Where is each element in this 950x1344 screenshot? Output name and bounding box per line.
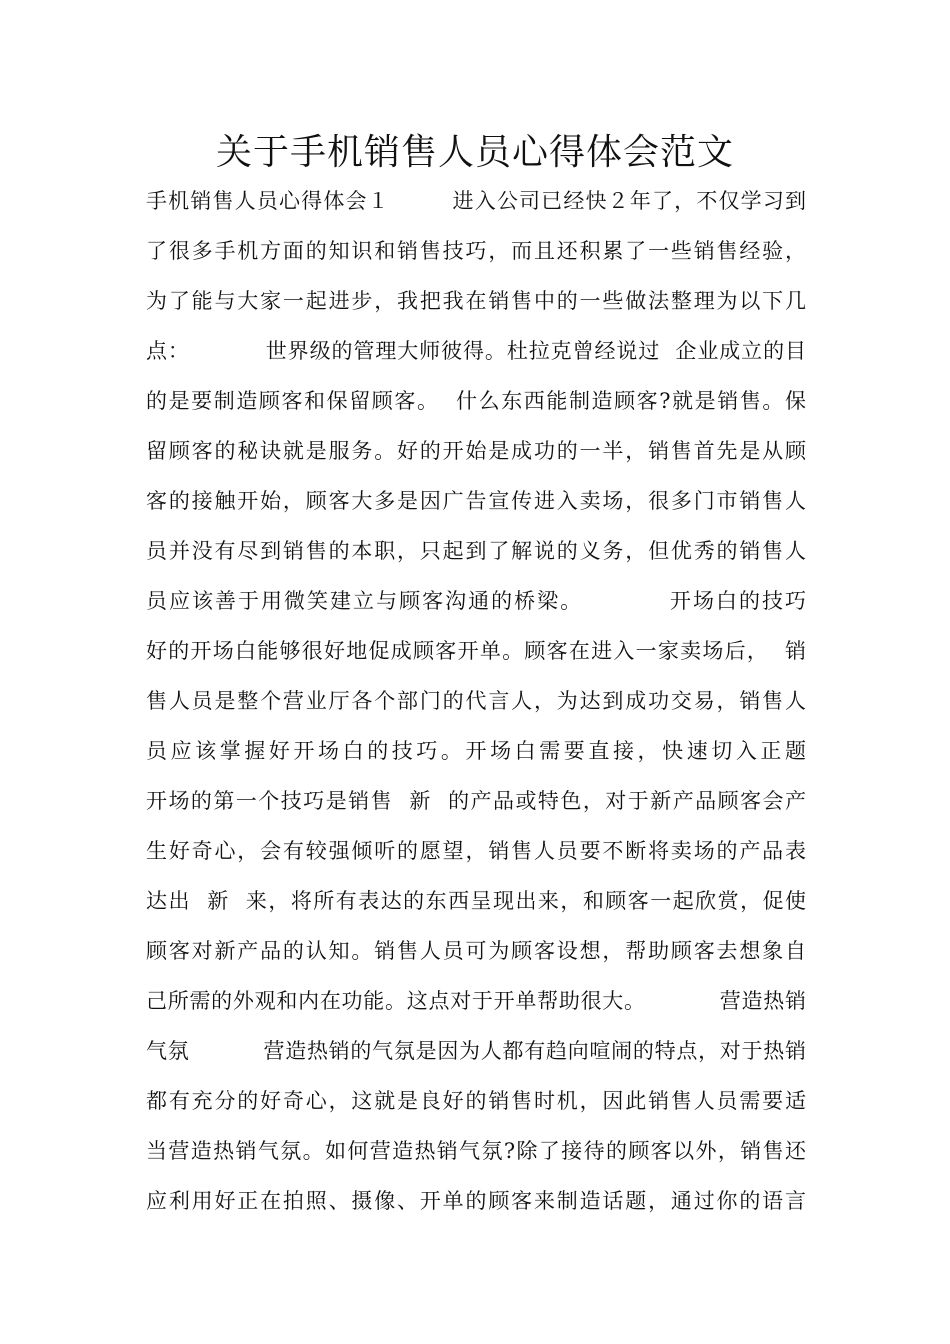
body-line: 员并没有尽到销售的本职，只起到了解说的义务，但优秀的销售人 [146, 539, 806, 563]
body-line: 售人员是整个营业厅各个部门的代言人，为达到成功交易，销售人 [146, 689, 806, 713]
body-line: 为了能与大家一起进步，我把我在销售中的一些做法整理为以下几 [146, 289, 806, 313]
body-line: 员应该掌握好开场白的技巧。开场白需要直接，快速切入正题 [146, 739, 806, 763]
body-line: 都有充分的好奇心，这就是良好的销售时机，因此销售人员需要适 [146, 1089, 806, 1113]
body-line: 己所需的外观和内在功能。这点对于开单帮助很大。 营造热销 [146, 989, 806, 1013]
document-body [146, 176, 806, 1226]
body-line: 气氛 营造热销的气氛是因为人都有趋向喧闹的特点，对于热销 [146, 1039, 806, 1063]
body-line: 达出 新 来，将所有表达的东西呈现出来，和顾客一起欣赏，促使 [146, 889, 806, 913]
body-line: 员应该善于用微笑建立与顾客沟通的桥梁。 开场白的技巧 [146, 589, 806, 613]
body-line: 应利用好正在拍照、摄像、开单的顾客来制造话题，通过你的语言 [146, 1189, 806, 1213]
body-line: 点： 世界级的管理大师彼得。杜拉克曾经说过 企业成立的目 [146, 339, 806, 363]
body-line: 顾客对新产品的认知。销售人员可为顾客设想，帮助顾客去想象自 [146, 939, 806, 963]
body-line: 的是要制造顾客和保留顾客。 什么东西能制造顾客?就是销售。保 [146, 389, 806, 413]
document-title: 关于手机销售人员心得体会范文 [215, 132, 734, 173]
body-line: 留顾客的秘诀就是服务。好的开始是成功的一半，销售首先是从顾 [146, 439, 806, 463]
body-line: 客的接触开始，顾客大多是因广告宣传进入卖场，很多门市销售人 [146, 489, 806, 513]
body-line: 好的开场白能够很好地促成顾客开单。顾客在进入一家卖场后， 销 [146, 639, 806, 663]
body-line: 手机销售人员心得体会１ 进入公司已经快２年了，不仅学习到 [146, 189, 806, 213]
body-line: 当营造热销气氛。如何营造热销气氛?除了接待的顾客以外，销售还 [146, 1139, 806, 1163]
body-line: 了很多手机方面的知识和销售技巧，而且还积累了一些销售经验， [146, 239, 806, 263]
body-line: 生好奇心，会有较强倾听的愿望，销售人员要不断将卖场的产品表 [146, 839, 806, 863]
body-line: 开场的第一个技巧是销售 新 的产品或特色，对于新产品顾客会产 [146, 789, 806, 813]
